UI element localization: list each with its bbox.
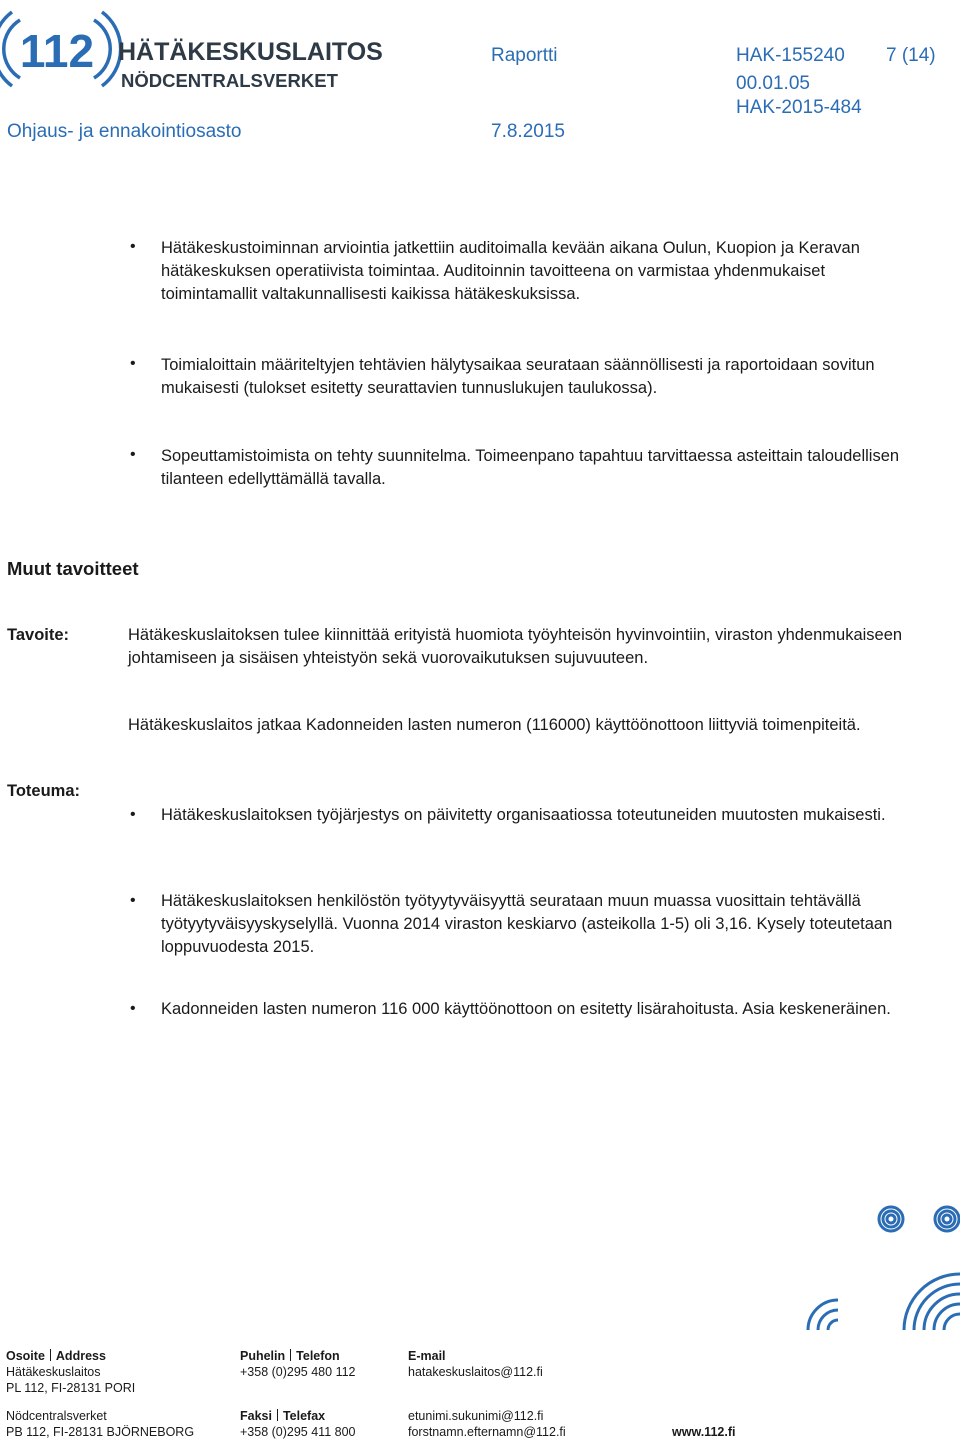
address-label-fi: Osoite — [6, 1349, 45, 1363]
section-heading: Muut tavoitteet — [7, 558, 139, 579]
footer-email-column — [408, 1348, 566, 1440]
ref-id: HAK-2015-484 — [736, 97, 862, 118]
list-item: Hätäkeskustoiminnan arviointia jatkettiin auditoimalla kevään aikana Oulun, Kuopion ja Keravan hätäkeskuksen operatiivista toimintaa. Auditoinnin tavoitteena on varmistaa yhdenmukaiset toimintamallit valtakunnallisesti kaikissa hätäkeskuksissa. — [161, 239, 860, 303]
fi-org: Hätäkeskuslaitos — [6, 1365, 101, 1379]
doc-version: 00.01.05 — [736, 73, 810, 94]
bullet-marker — [130, 242, 140, 252]
list-item: Sopeuttamistoimista on tehty suunnitelma. Toimeenpano tapahtuu tarvittaessa asteittain taloudellisen tilanteen edellyttämällä tavalla. — [161, 447, 900, 488]
bullet-marker — [130, 810, 140, 820]
hatakeskuslaitos-logo — [0, 0, 383, 112]
list-item: Toimialoittain määriteltyjen tehtävien hälytysaikaa seurataan säännöllisesti ja raportoidaan sovitun mukaisesti (tulokset esitetty seurattavien tunnuslukujen taulukossa). — [161, 356, 875, 397]
logo-number: 112 — [19, 25, 95, 77]
address-label-sv: Address — [55, 1349, 106, 1363]
result-label: Toteuma: — [7, 782, 81, 800]
phone-label-fi: Puhelin — [240, 1349, 286, 1363]
goal-paragraph: Hätäkeskuslaitoksen tulee kiinnittää erityistä huomiota työyhteisön hyvinvointiin, viraston yhdenmukaiseen johtamiseen ja sisäisen yhteistyön sekä vuorovaikutuksen sujuvuuteen. — [128, 626, 903, 667]
phone-label-sv: Telefon — [296, 1349, 340, 1363]
decorative-arcs-graphic — [800, 1195, 960, 1335]
bullet-marker — [130, 450, 140, 460]
doc-date: 7.8.2015 — [491, 121, 565, 142]
department: Ohjaus- ja ennakointiosasto — [7, 121, 242, 142]
goal-paragraph: Hätäkeskuslaitos jatkaa Kadonneiden lasten numeron (116000) käyttöönottoon liittyviä toimenpiteitä. — [128, 716, 861, 734]
footer-address-column — [6, 1348, 194, 1440]
goal-label: Tavoite: — [7, 626, 70, 644]
logo-name-sv: NÖDCENTRALSVERKET — [121, 70, 338, 91]
list-item: Kadonneiden lasten numeron 116 000 käyttöönottoon on esitetty lisärahoitusta. Asia keskeneräinen. — [161, 1000, 891, 1018]
bullet-marker — [130, 896, 140, 906]
fax-number: +358 (0)295 411 800 — [240, 1425, 356, 1439]
footer-phone-column — [240, 1348, 356, 1440]
sv-org: Nödcentralsverket — [6, 1409, 107, 1423]
phone-number: +358 (0)295 480 112 — [240, 1365, 356, 1379]
bullet-marker — [130, 359, 140, 369]
fi-address: PL 112, FI-28131 PORI — [6, 1381, 136, 1395]
bullet-marker — [130, 1004, 140, 1014]
fax-label-fi: Faksi — [240, 1409, 272, 1423]
page-number: 7 (14) — [886, 45, 936, 66]
list-item: Hätäkeskuslaitoksen henkilöstön työtyytyväisyyttä seurataan muun muassa vuosittain tehtävällä työtyytyväisyyskyselyllä. Vuonna 2014 viraston keskiarvo (asteikolla 1-5) oli 3,16. Kysely toteutetaan loppuvuodesta 2015. — [161, 892, 893, 956]
email-pattern-fi: etunimi.sukunimi@112.fi — [408, 1409, 544, 1423]
sv-address: PB 112, FI-28131 BJÖRNEBORG — [6, 1425, 195, 1439]
logo-name-fi: HÄTÄKESKUSLAITOS — [118, 38, 383, 66]
email-pattern-sv: forstnamn.efternamn@112.fi — [408, 1425, 566, 1439]
fax-label-sv: Telefax — [282, 1409, 326, 1423]
doc-type: Raportti — [491, 45, 558, 66]
email-main: hatakeskuslaitos@112.fi — [408, 1365, 543, 1379]
doc-id: HAK-155240 — [736, 45, 845, 66]
website-link[interactable]: www.112.fi — [672, 1425, 736, 1439]
email-label: E-mail — [408, 1349, 446, 1363]
list-item: Hätäkeskuslaitoksen työjärjestys on päivitetty organisaatiossa toteutuneiden muutosten mukaisesti. — [161, 806, 886, 824]
